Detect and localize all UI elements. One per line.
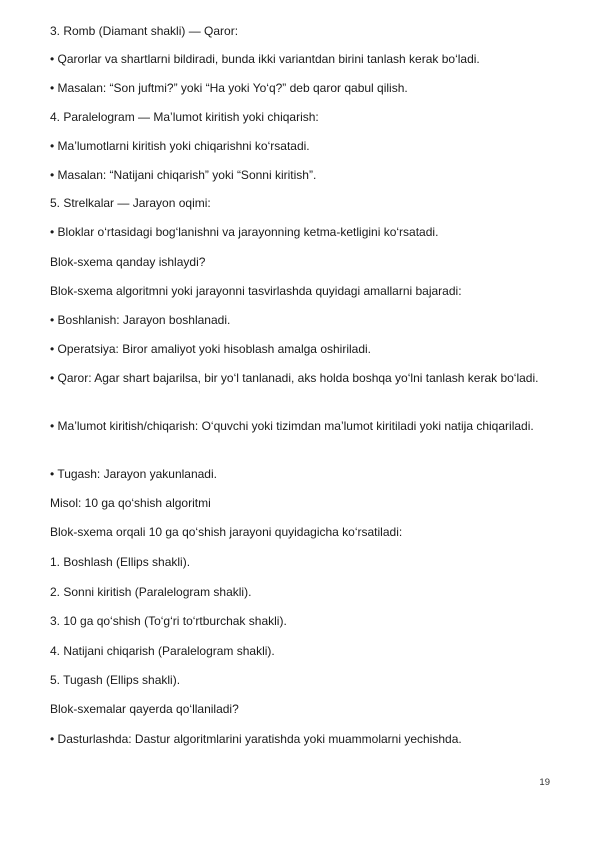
- text-line: • Ma’lumotlarni kiritish yoki chiqarishni ko‘rsatadi.: [50, 139, 310, 153]
- list-item: 1. Boshlash (Ellips shakli).: [50, 555, 191, 569]
- section-heading: 5. Strelkalar — Jarayon oqimi:: [50, 196, 211, 210]
- text-paragraph: • Qaror: Agar shart bajarilsa, bir yo‘l tanlanadi, aks holda boshqa yo‘lni tanlash kerak bo‘ladi.: [50, 371, 539, 385]
- text-line: • Dasturlashda: Dastur algoritmlarini yaratishda yoki muammolarni yechishda.: [50, 732, 462, 746]
- text-line: 3. Romb (Diamant shakli) — Qaror:: [50, 24, 239, 38]
- text-line: 4. Paralelogram — Ma’lumot kiritish yoki chiqarish:: [50, 110, 319, 124]
- text-line: • Operatsiya: Biror amaliyot yoki hisoblash amalga oshiriladi.: [50, 342, 372, 356]
- list-item: 4. Natijani chiqarish (Paralelogram shakli).: [50, 644, 275, 658]
- list-item: 5. Tugash (Ellips shakli).: [50, 673, 181, 687]
- text-line: Blok-sxema algoritmni yoki jarayonni tasvirlashda quyidagi amallarni bajaradi:: [50, 284, 462, 298]
- list-item: 3. 10 ga qo‘shish (To‘g‘ri to‘rtburchak shakli).: [50, 614, 287, 628]
- text-line: • Masalan: “Natijani chiqarish” yoki “Sonni kiritish”.: [50, 168, 317, 182]
- text-line: • Boshlanish: Jarayon boshlanadi.: [50, 313, 231, 327]
- text-line: Blok-sxema orqali 10 ga qo‘shish jarayoni quyidagicha ko‘rsatiladi:: [50, 525, 403, 539]
- text-line: • Qarorlar va shartlarni bildiradi, bunda ikki variantdan birini tanlash kerak bo‘ladi.: [50, 52, 480, 66]
- text-line: • Masalan: “Son juftmi?” yoki “Ha yoki Yo‘q?” deb qaror qabul qilish.: [50, 81, 408, 95]
- section-heading: Blok-sxema qanday ishlaydi?: [50, 255, 206, 269]
- section-heading: Blok-sxemalar qayerda qo‘llaniladi?: [50, 702, 239, 716]
- list-item: 2. Sonni kiritish (Paralelogram shakli).: [50, 585, 252, 599]
- page-number: 19: [539, 777, 550, 788]
- text-paragraph: • Ma’lumot kiritish/chiqarish: O‘quvchi yoki tizimdan ma’lumot kiritiladi yoki natija chiqariladi.: [50, 419, 534, 433]
- text-line: • Tugash: Jarayon yakunlanadi.: [50, 467, 217, 481]
- text-line: • Bloklar o‘rtasidagi bog‘lanishni va jarayonning ketma-ketligini ko‘rsatadi.: [50, 225, 439, 239]
- section-heading: Misol: 10 ga qo‘shish algoritmi: [50, 496, 211, 510]
